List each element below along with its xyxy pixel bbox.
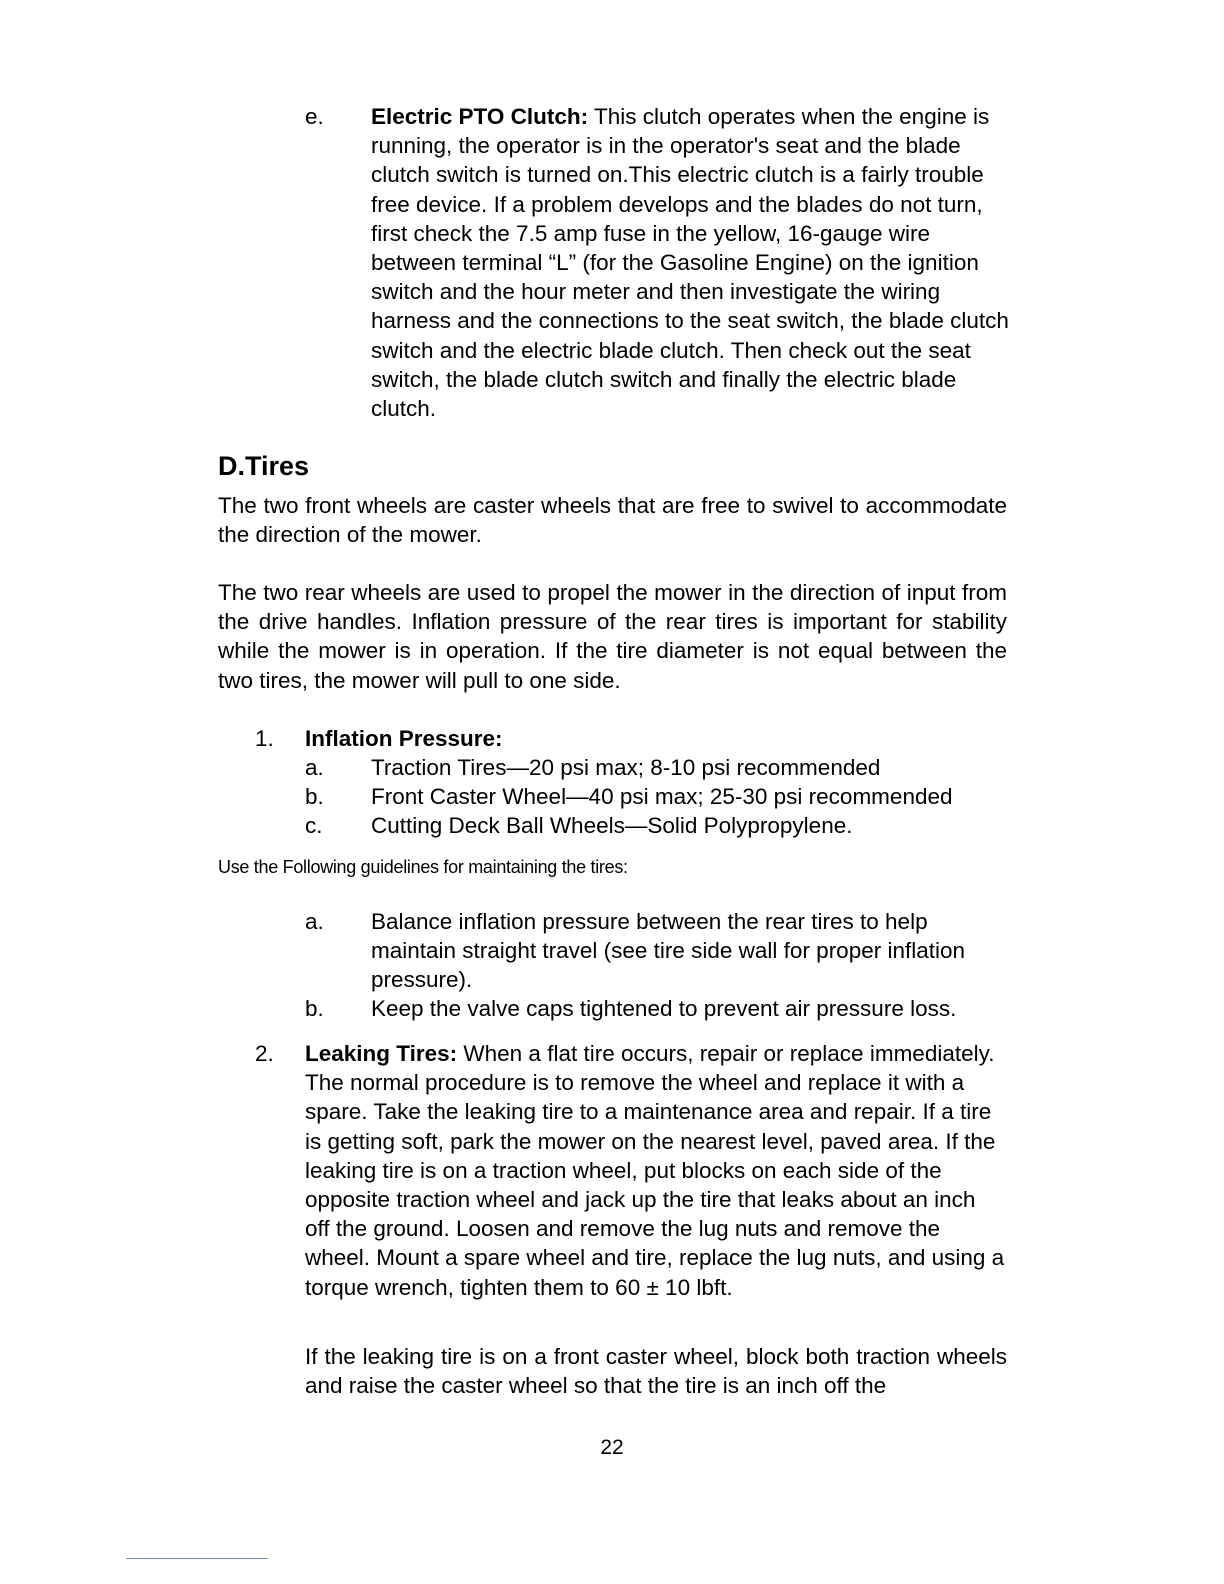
tires-paragraph-1: The two front wheels are caster wheels that are free to swivel to accommodate the direction of the mower. xyxy=(218,493,1007,548)
inflation-item-b-text: Front Caster Wheel—40 psi max; 25-30 psi recommended xyxy=(371,784,953,809)
inflation-title: Inflation Pressure: xyxy=(305,726,503,751)
item-e-text: This clutch operates when the engine is running, the operator is in the operator's seat and the blade clutch switch is turned on.This electric clutch is a fairly trouble free device. If a problem develops and the blades do not turn, first check the 7.5 amp fuse in the yellow, 16-gauge wire between terminal “L” (for the Gasoline Engine) on the ignition switch and the hour meter and then investigate the wiring harness and the connections to the seat switch, the blade clutch switch and the electric blade clutch. Then check out the seat switch, the blade clutch switch and finally the electric blade clutch. xyxy=(371,104,1009,422)
inflation-item-c-text: Cutting Deck Ball Wheels—Solid Polypropylene. xyxy=(371,813,853,838)
inflation-item-a-marker: a. xyxy=(305,755,324,780)
leaking-text: When a flat tire occurs, repair or replace immediately. The normal procedure is to remove the wheel and replace it with a spare. Take the leaking tire to a maintenance area and repair. If a tire is getting soft, park the mower on the nearest level, paved area. If the leaking tire is on a traction wheel, put blocks on each side of the opposite traction wheel and jack up the tire that leaks about an inch off the ground. Loosen and remove the lug nuts and remove the wheel. Mount a spare wheel and tire, replace the lug nuts, and using a torque wrench, tighten them to 60 ± 10 lbft. xyxy=(305,1041,1005,1300)
leaking-marker: 2. xyxy=(255,1041,274,1066)
guideline-a-text: Balance inflation pressure between the rear tires to help maintain straight travel (see tire side wall for proper inflation pressure). xyxy=(371,909,966,993)
leaking-title: Leaking Tires: xyxy=(305,1041,458,1066)
inflation-marker: 1. xyxy=(255,726,274,751)
inflation-item-a-text: Traction Tires—20 psi max; 8-10 psi recommended xyxy=(371,755,881,780)
leaking-paragraph xyxy=(305,1039,1005,1302)
inflation-item-b-marker: b. xyxy=(305,784,324,809)
footer-rule xyxy=(126,1558,268,1559)
section-heading: D.Tires xyxy=(218,451,310,481)
guideline-a-marker: a. xyxy=(305,909,324,934)
leaking-paragraph-2: If the leaking tire is on a front caster wheel, block both traction wheels and raise the caster wheel so that the tire is an inch off the xyxy=(305,1344,1007,1399)
guideline-b-marker: b. xyxy=(305,996,324,1021)
tires-paragraph-2: The two rear wheels are used to propel the mower in the direction of input from the drive handles. Inflation pressure of the rear tires is important for stability while the mower is in operation. If the tire diameter is not equal between the two tires, the mower will pull to one side. xyxy=(218,580,1007,693)
guidelines-intro: Use the Following guidelines for maintaining the tires: xyxy=(218,857,628,877)
item-e-title: Electric PTO Clutch: xyxy=(371,104,589,129)
item-e-marker: e. xyxy=(305,104,324,129)
inflation-item-c-marker: c. xyxy=(305,813,323,838)
item-e-paragraph xyxy=(371,102,1011,423)
page-number: 22 xyxy=(600,1436,624,1459)
guideline-b-text: Keep the valve caps tightened to prevent air pressure loss. xyxy=(371,996,957,1021)
